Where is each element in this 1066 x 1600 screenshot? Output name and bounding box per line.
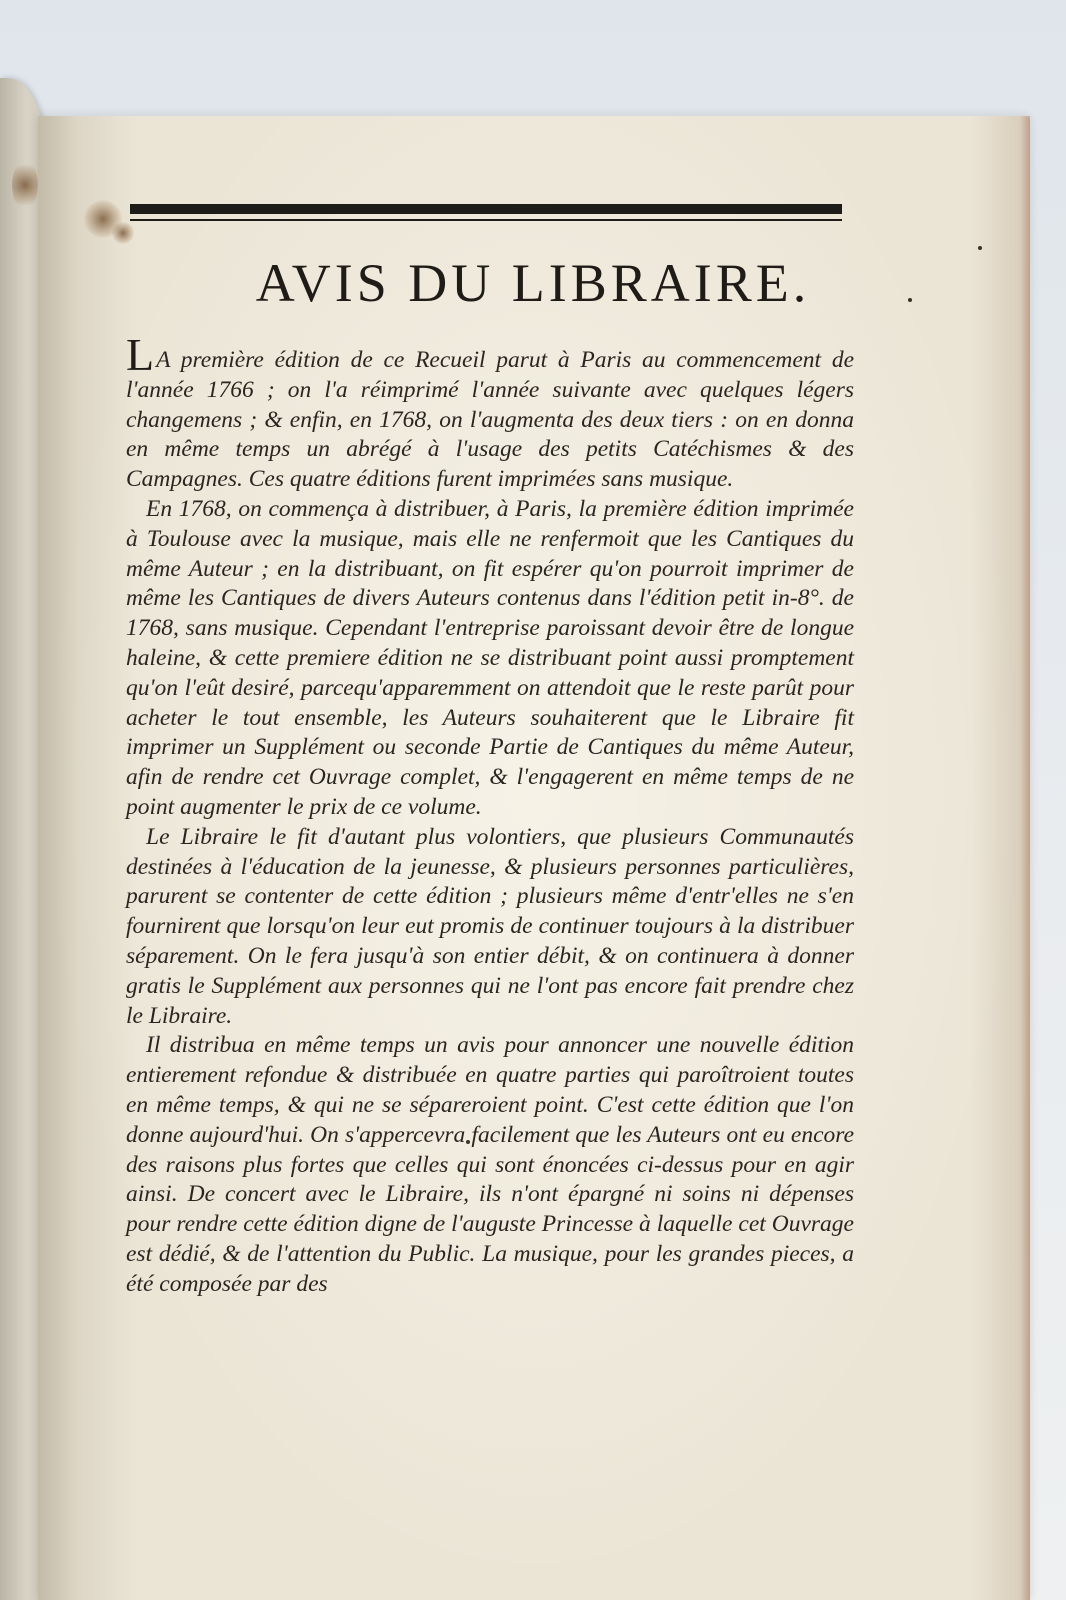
- paragraph-2: En 1768, on commença à distribuer, à Paris, la première édition imprimée à Toulouse avec la musique, mais elle ne renfermoit que les Cantiques du même Auteur ; en la distribuant, on fit espérer qu'on pourroit imprimer de même les Cantiques de divers Auteurs contenus dans l'édition petit in-8°. de 1768, sans musique. Cependant l'entreprise paroissant devoir être de longue haleine, & cette premiere édition ne se distribuant point aussi promptement qu'on l'eût desiré, parcequ'apparemment on attendoit que le reste parût pour acheter le tout ensemble, les Auteurs souhaiterent que le Libraire fit imprimer un Supplément ou seconde Partie de Cantiques du même Auteur, afin de rendre cet Ouvrage complet, & l'engagerent en même temps de ne point augmenter le prix de ce volume.: [126, 495, 854, 820]
- ink-speck: [978, 246, 982, 250]
- paragraph-4: Il distribua en même temps un avis pour annoncer une nouvelle édition entierement refondue & distribuée en quatre parties qui paroîtroient toutes en même temps, & qui ne se sépareroient point. C'est cette édition que l'on donne aujourd'hui. On s'appercevra facilement que les Auteurs ont eu encore des raisons plus fortes que celles qui sont énoncées ci-dessus pour en agir ainsi. De concert avec le Libraire, ils n'ont épargné ni soins ni dépenses pour rendre cette édition digne de l'auguste Princesse à laquelle cet Ouvrage est dédié, & de l'attention du Public. La musique, pour les grandes pieces, a été composée par des: [126, 1032, 854, 1297]
- body-text: [126, 329, 854, 1300]
- page-title: AVIS DU LIBRAIRE.: [255, 253, 811, 313]
- foxing-stain: [12, 160, 38, 210]
- foxing-stain: [112, 222, 134, 244]
- header-rule-thick: [130, 204, 842, 214]
- header-rule-thin: [130, 219, 842, 221]
- paragraph-1-text: A première édition de ce Recueil parut à Paris au commencement de l'année 1766 ; on l'a réimprimé l'année suivante avec quelques légers changemens ; & enfin, en 1768, on l'augmenta des deux tiers : on en donna en même temps un abrégé à l'usage des petits Catéchismes & des Campagnes. Ces quatre éditions furent imprimées sans musique.: [126, 347, 854, 493]
- page-edge-shadow: [1020, 116, 1030, 1600]
- paragraph-1: [126, 329, 854, 495]
- drop-cap: L: [126, 329, 155, 380]
- paragraph-3: Le Libraire le fit d'autant plus volontiers, que plusieurs Communautés destinées à l'éducation de la jeunesse, & plusieurs personnes particulières, parurent se contenter de cette édition ; plusieurs même d'entr'elles ne s'en fournirent que lorsqu'on leur eut promis de continuer toujours à la distribuer séparement. On le fera jusqu'à son entier débit, & on continuera à donner gratis le Supplément aux personnes qui ne l'ont pas encore fait prendre chez le Libraire.: [126, 823, 854, 1029]
